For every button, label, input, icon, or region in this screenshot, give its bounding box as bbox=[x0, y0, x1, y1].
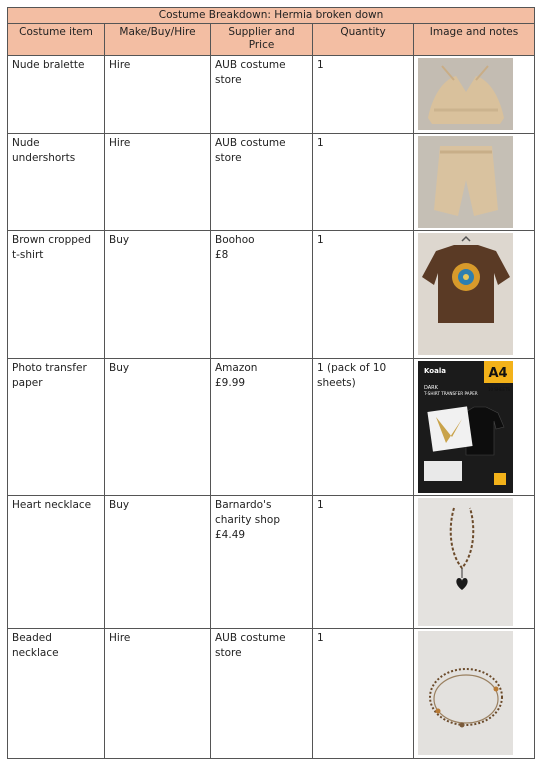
header-supplier-price: Supplier and Price bbox=[211, 24, 313, 56]
costume-breakdown-table bbox=[7, 7, 535, 759]
transfer-paper-photo bbox=[418, 361, 530, 493]
cell-quantity: 1 bbox=[313, 56, 414, 134]
cell-quantity: 1 bbox=[313, 231, 414, 359]
brand-logo-text: Koala bbox=[424, 367, 446, 375]
cell-item: Heart necklace bbox=[8, 496, 105, 629]
cell-supplier bbox=[211, 359, 313, 496]
price: £9.99 bbox=[215, 377, 246, 389]
product-count: 10 SHEETS bbox=[488, 387, 510, 392]
table-row bbox=[8, 134, 535, 231]
table-row bbox=[8, 56, 535, 134]
header-make-buy-hire: Make/Buy/Hire bbox=[105, 24, 211, 56]
cell-quantity: 1 bbox=[313, 629, 414, 759]
cell-supplier bbox=[211, 231, 313, 359]
cell-quantity: 1 bbox=[313, 496, 414, 629]
cell-image bbox=[414, 496, 535, 629]
header-quantity: Quantity bbox=[313, 24, 414, 56]
cell-supplier: AUB costume store bbox=[211, 629, 313, 759]
cell-method: Hire bbox=[105, 56, 211, 134]
cell-supplier: AUB costume store bbox=[211, 56, 313, 134]
product-line1: DARK bbox=[424, 385, 438, 391]
cell-item: Beaded necklace bbox=[8, 629, 105, 759]
supplier-name: Boohoo bbox=[215, 234, 255, 246]
brown-tshirt-photo bbox=[418, 233, 530, 355]
cell-image bbox=[414, 359, 535, 496]
cell-supplier bbox=[211, 496, 313, 629]
cell-image bbox=[414, 629, 535, 759]
cell-image bbox=[414, 134, 535, 231]
table-title: Costume Breakdown: Hermia broken down bbox=[8, 8, 535, 24]
cell-item: Nude bralette bbox=[8, 56, 105, 134]
price: £8 bbox=[215, 249, 229, 261]
supplier-name: Barnardo's charity shop bbox=[215, 499, 280, 526]
beaded-necklace-photo bbox=[418, 631, 530, 755]
cell-item: Nude undershorts bbox=[8, 134, 105, 231]
heart-necklace-photo bbox=[418, 498, 530, 626]
cell-method: Buy bbox=[105, 231, 211, 359]
nude-undershorts-photo bbox=[418, 136, 530, 228]
cell-method: Hire bbox=[105, 629, 211, 759]
paper-size-label: A4 bbox=[488, 366, 508, 381]
cell-quantity: 1 bbox=[313, 134, 414, 231]
header-row bbox=[8, 24, 535, 56]
cell-item: Photo transfer paper bbox=[8, 359, 105, 496]
cell-image bbox=[414, 231, 535, 359]
cell-image bbox=[414, 56, 535, 134]
table-row bbox=[8, 231, 535, 359]
product-line2: T-SHIRT TRANSFER PAPER bbox=[424, 391, 478, 396]
price: £4.49 bbox=[215, 529, 246, 541]
cell-method: Buy bbox=[105, 496, 211, 629]
supplier-name: Amazon bbox=[215, 362, 258, 374]
header-image-notes: Image and notes bbox=[414, 24, 535, 56]
nude-bralette-photo bbox=[418, 58, 530, 130]
cell-method: Hire bbox=[105, 134, 211, 231]
table-row bbox=[8, 629, 535, 759]
cell-method: Buy bbox=[105, 359, 211, 496]
cell-quantity: 1 (pack of 10 sheets) bbox=[313, 359, 414, 496]
table-row bbox=[8, 359, 535, 496]
cell-supplier: AUB costume store bbox=[211, 134, 313, 231]
header-costume-item: Costume item bbox=[8, 24, 105, 56]
table-row bbox=[8, 496, 535, 629]
cell-item: Brown cropped t-shirt bbox=[8, 231, 105, 359]
